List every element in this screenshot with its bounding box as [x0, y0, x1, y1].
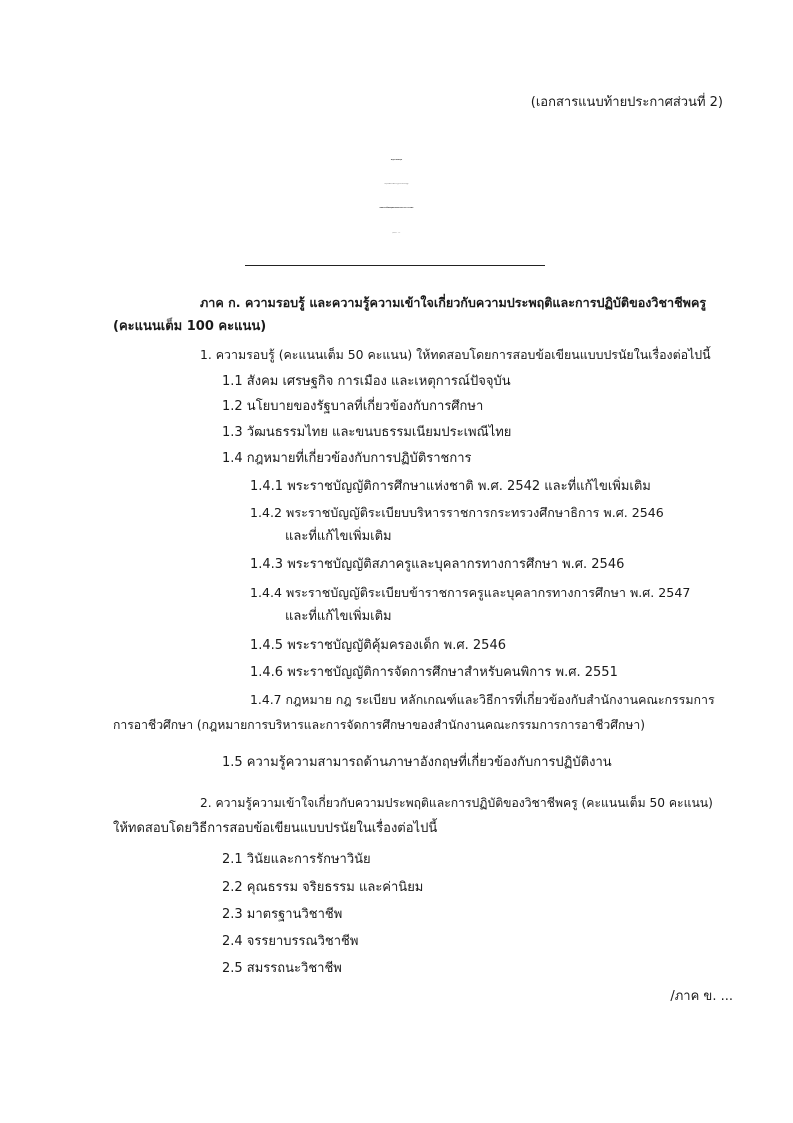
- law-item: 1.4.3 พระราชบัญญัติสภาครูและบุคลากรทางการศึกษา พ.ศ. 2546: [250, 557, 625, 572]
- law-item: 1.4.6 พระราชบัญญัติการจัดการศึกษาสำหรับคนพิการ พ.ศ. 2551: [250, 665, 618, 680]
- law-item: 1.4.2 พระราชบัญญัติระเบียบบริหารราชการกระทรวงศึกษาธิการ พ.ศ. 2546: [250, 505, 664, 520]
- law-item-continued: และที่แก้ไขเพิ่มเติม: [285, 609, 392, 624]
- law-item-continued: การอาชีวศึกษา (กฎหมายการบริหารและการจัดการศึกษาของสำนักงานคณะกรรมการการอาชีวศึกษา): [113, 718, 646, 732]
- title-line-3: กรณีที่มีความจำเป็นหรือมีเหตุพิเศษ สังกัดสำนักงานคณะกรรมการการอาชีวศึกษา: [379, 208, 414, 209]
- list-item: 1.5 ความรู้ความสามารถด้านภาษาอังกฤษที่เกี่ยวข้องกับการปฏิบัติงาน: [222, 755, 612, 770]
- list-item: 2.5 สมรรถนะวิชาชีพ: [222, 961, 342, 976]
- part-1-title: 1. ความรอบรู้ (คะแนนเต็ม 50 คะแนน) ให้ทดสอบโดยการสอบข้อเขียนแบบปรนัยในเรื่องต่อไปนี้: [200, 347, 711, 362]
- title-line-2: [0, 176, 793, 194]
- list-item: 1.4 กฎหมายที่เกี่ยวข้องกับการปฏิบัติราชการ: [222, 451, 472, 466]
- part-2-title: 2. ความรู้ความเข้าใจเกี่ยวกับความประพฤติและการปฏิบัติของวิชาชีพครู (คะแนนเต็ม 50 คะแนน): [200, 796, 713, 810]
- document-title: หลักสูตรการคัดเลือกบุคคล: [390, 160, 403, 161]
- part-2-title-continued: ให้ทดสอบโดยวิธีการสอบข้อเขียนแบบปรนัยในเรื่องต่อไปนี้: [113, 821, 438, 836]
- list-item: 1.2 นโยบายของรัฐบาลที่เกี่ยวข้องกับการศึกษา: [222, 399, 484, 414]
- law-item: 1.4.1 พระราชบัญญัติการศึกษาแห่งชาติ พ.ศ. 2542 และที่แก้ไขเพิ่มเติม: [250, 479, 651, 494]
- law-item: 1.4.5 พระราชบัญญัติคุ้มครองเด็ก พ.ศ. 2546: [250, 638, 506, 653]
- list-item: 2.3 มาตรฐานวิชาชีพ: [222, 907, 343, 922]
- law-item-continued: และที่แก้ไขเพิ่มเติม: [285, 529, 392, 544]
- list-item: 2.1 วินัยและการรักษาวินัย: [222, 852, 371, 867]
- divider-rule: [245, 265, 545, 266]
- continuation-note: /ภาค ข. ...: [670, 989, 733, 1004]
- list-item: 1.1 สังคม เศรษฐกิจ การเมือง และเหตุการณ์ปัจจุบัน: [222, 374, 511, 389]
- section-a-heading: ภาค ก. ความรอบรู้ และความรู้ความเข้าใจเกี่ยวกับความประพฤติและการปฏิบัติของวิชาชีพครู: [200, 295, 707, 310]
- attachment-note: (เอกสารแนบท้ายประกาศส่วนที่ 2): [530, 95, 723, 110]
- list-item: 2.2 คุณธรรม จริยธรรม และค่านิยม: [222, 880, 424, 895]
- law-item: 1.4.4 พระราชบัญญัติระเบียบข้าราชการครูและบุคลากรทางการศึกษา พ.ศ. 2547: [250, 585, 691, 600]
- title-line-4: [0, 224, 793, 242]
- law-item: 1.4.7 กฎหมาย กฎ ระเบียบ หลักเกณฑ์และวิธีการที่เกี่ยวข้องกับสำนักงานคณะกรรมการ: [250, 692, 715, 707]
- list-item: 2.4 จรรยาบรรณวิชาชีพ: [222, 934, 359, 949]
- section-a-score: (คะแนนเต็ม 100 คะแนน): [113, 319, 267, 334]
- list-item: 1.3 วัฒนธรรมไทย และขนบธรรมเนียมประเพณีไทย: [222, 425, 512, 440]
